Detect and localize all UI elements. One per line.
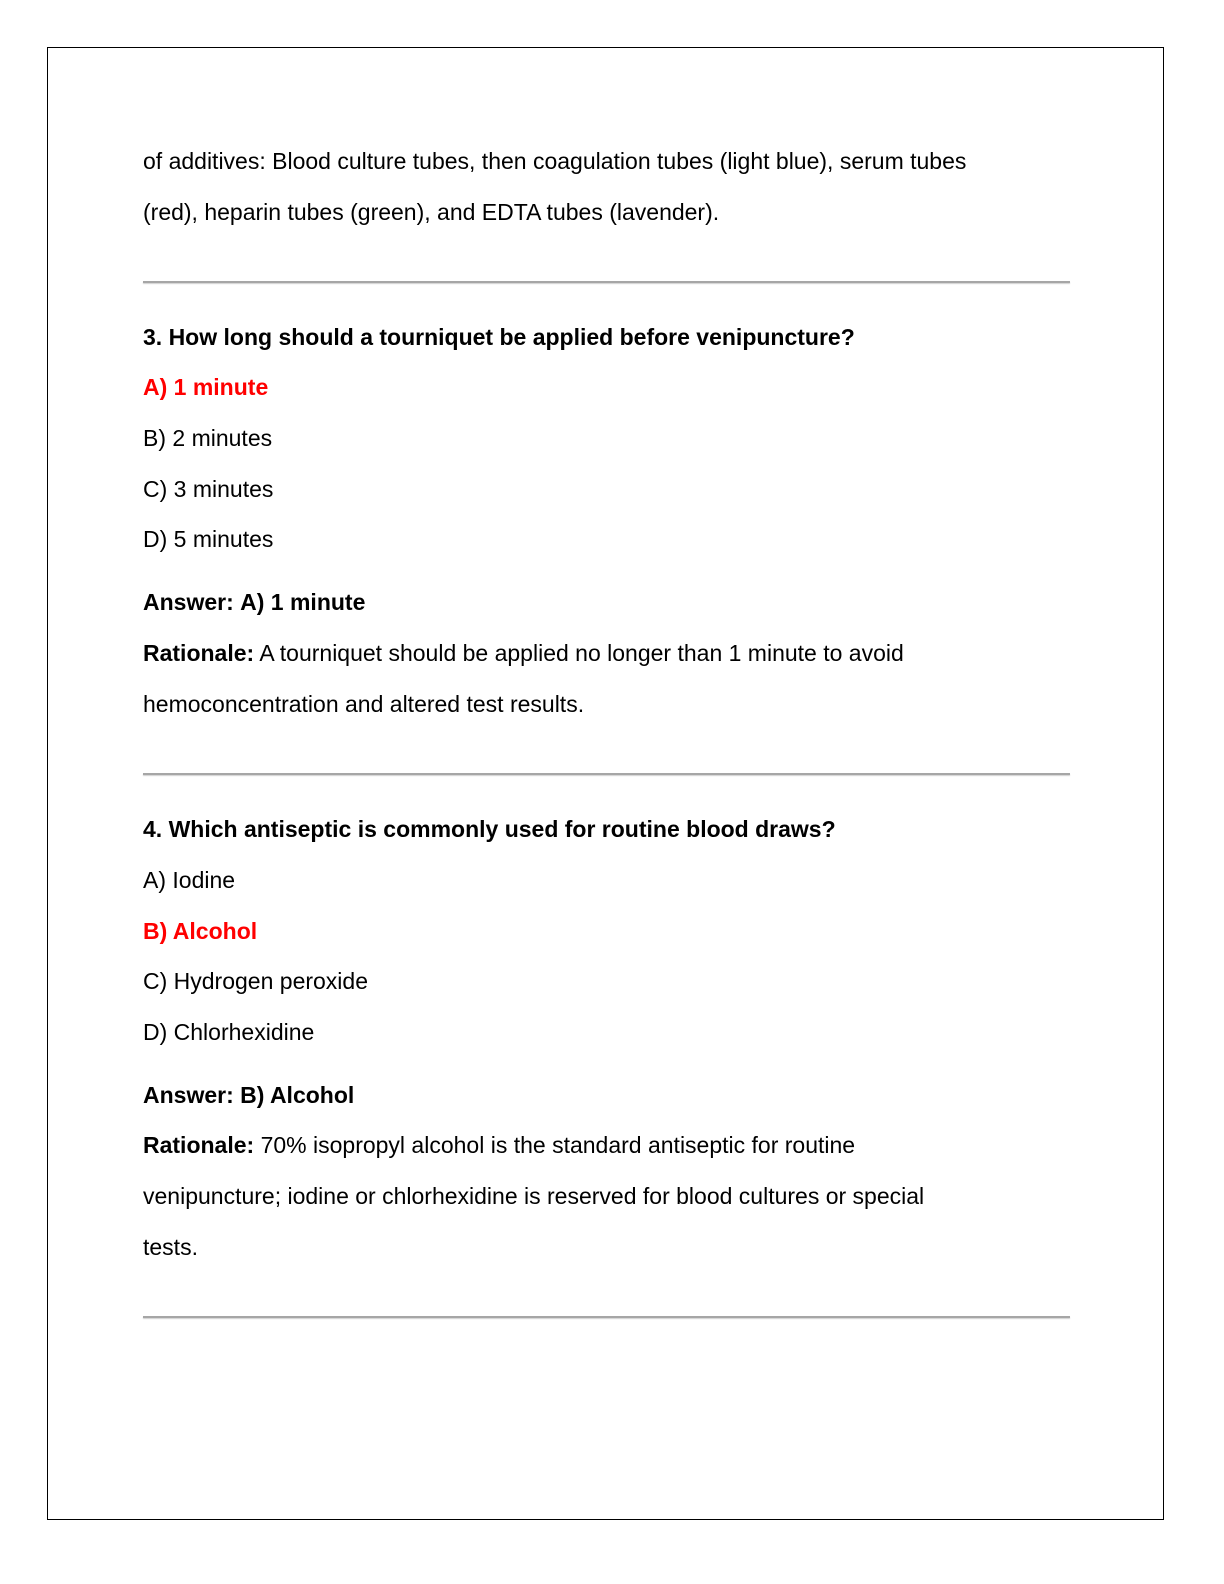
answer-line	[143, 1080, 354, 1110]
question-title: 4. Which antiseptic is commonly used for routine blood draws?	[143, 816, 836, 842]
answer-label: Answer:	[143, 589, 234, 615]
option-a-correct: A) 1 minute	[143, 374, 269, 400]
question-title: 3. How long should a tourniquet be applied before venipuncture?	[143, 324, 855, 350]
page-border	[47, 47, 1164, 1520]
option-d: D) 5 minutes	[143, 526, 274, 552]
answer-label: Answer:	[143, 1082, 234, 1108]
intro-line-1: of additives: Blood culture tubes, then coagulation tubes (light blue), serum tubes	[143, 148, 967, 174]
rationale-line-1	[143, 638, 904, 668]
option-c: C) 3 minutes	[143, 476, 274, 502]
option-a: A) Iodine	[143, 867, 236, 893]
rationale-line-2: venipuncture; iodine or chlorhexidine is reserved for blood cultures or special	[143, 1183, 925, 1209]
answer-line	[143, 587, 365, 617]
rationale-line-3: tests.	[143, 1234, 198, 1260]
divider	[143, 773, 1070, 775]
intro-line-2: (red), heparin tubes (green), and EDTA tubes (lavender).	[143, 199, 720, 225]
divider	[143, 281, 1070, 283]
rationale-label: Rationale:	[143, 640, 255, 666]
option-c: C) Hydrogen peroxide	[143, 968, 369, 994]
option-d: D) Chlorhexidine	[143, 1019, 315, 1045]
rationale-text: A tourniquet should be applied no longer than 1 minute to avoid	[259, 640, 904, 666]
divider	[143, 1316, 1070, 1318]
option-b-correct: B) Alcohol	[143, 918, 258, 944]
rationale-line-2: hemoconcentration and altered test results.	[143, 691, 585, 717]
answer-value: B) Alcohol	[240, 1082, 355, 1108]
rationale-text: 70% isopropyl alcohol is the standard antiseptic for routine	[260, 1132, 856, 1158]
rationale-label: Rationale:	[143, 1132, 255, 1158]
rationale-line-1	[143, 1130, 855, 1160]
option-b: B) 2 minutes	[143, 425, 273, 451]
answer-value: A) 1 minute	[240, 589, 366, 615]
